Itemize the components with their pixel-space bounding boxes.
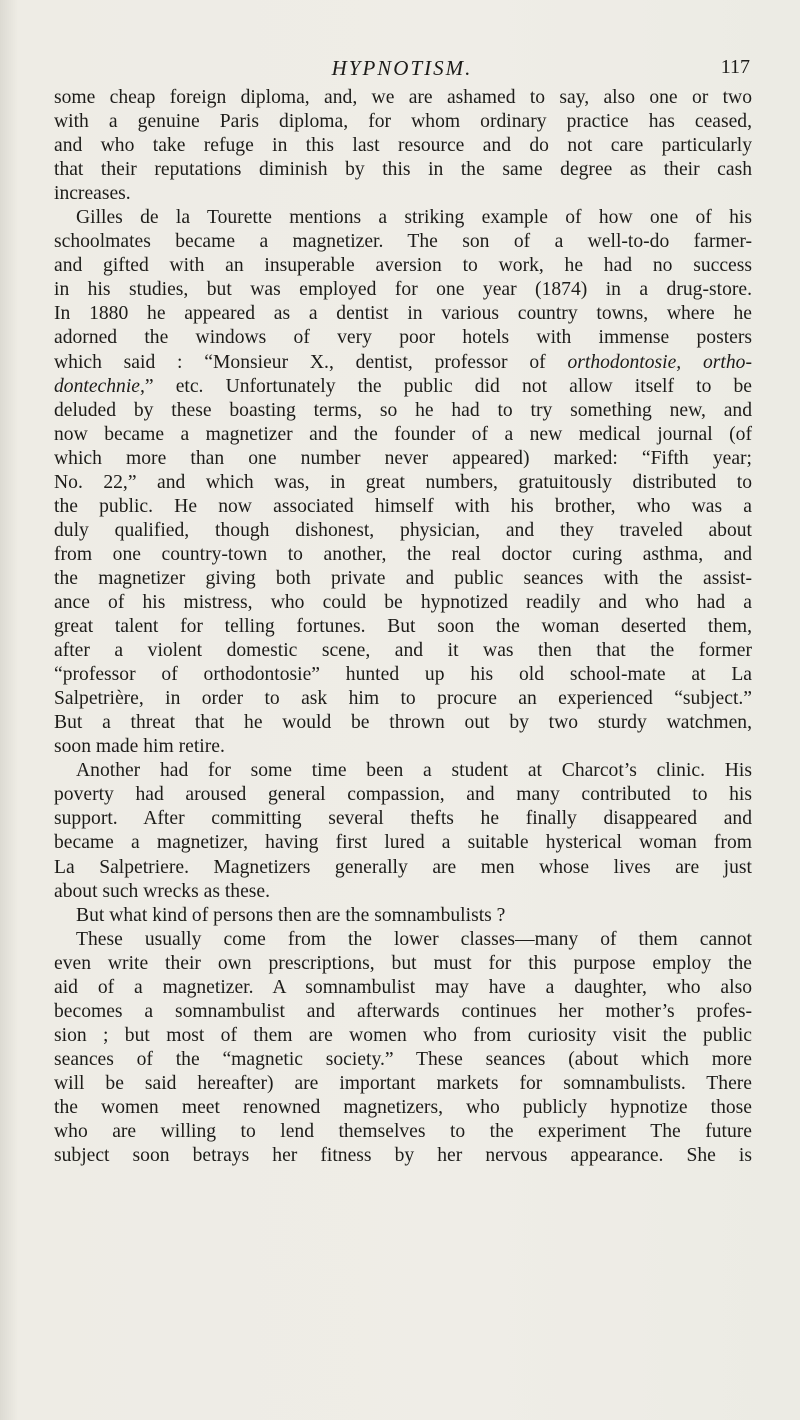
text-line: “professor of orthodontosie” hunted up his old school-mate at La [54,664,752,686]
text-line: aid of a magnetizer. A somnambulist may have a daughter, who also [54,976,752,998]
page-number: 117 [720,56,750,78]
text-line: poverty had aroused general compassion, and many contributed to his [54,784,752,806]
text-line: about such wrecks as these. [54,880,271,902]
text-line: the women meet renowned magnetizers, who publicly hypnotize those [54,1096,752,1118]
text-line: and gifted with an insuperable aversion to work, he had no success [54,255,752,277]
text-line: ance of his mistress, who could be hypnotized readily and who had a [54,591,752,613]
text-line: deluded by these boasting terms, so he had to try something new, and [54,399,752,421]
text-line: which said : “Monsieur X., dentist, professor of orthodontosie, ortho- [54,351,752,373]
text-line: In 1880 he appeared as a dentist in various country towns, where he [54,303,752,325]
running-head [54,56,750,86]
paragraph [54,206,752,759]
running-title: HYPNOTISM. [331,56,473,80]
text-line: from one country-town to another, the real doctor curing asthma, and [54,543,752,565]
text-line: now became a magnetizer and the founder of a new medical journal (of [54,423,752,445]
text-line: who are willing to lend themselves to the experiment The future [54,1121,752,1143]
text-line: schoolmates became a magnetizer. The son of a well-to-do farmer- [54,231,752,253]
text-line: duly qualified, though dishonest, physician, and they traveled about [54,519,752,541]
text-line: becomes a somnambulist and afterwards continues her mother’s profes- [54,1000,752,1022]
text-line: Another had for some time been a student at Charcot’s clinic. His [76,760,752,782]
text-line: increases. [54,183,131,205]
text-line: will be said hereafter) are important markets for somnambulists. There [54,1072,752,1094]
text-line: with a genuine Paris diploma, for whom ordinary practice has ceased, [54,111,752,133]
text-line: in his studies, but was employed for one year (1874) in a drug-store. [54,279,752,301]
text-line: great talent for telling fortunes. But soon the woman deserted them, [54,616,752,638]
text-line: No. 22,” and which was, in great numbers, gratuitously distributed to [54,471,752,493]
text-line: support. After committing several thefts he finally disappeared and [54,808,752,830]
text-line: But a threat that he would be thrown out by two sturdy watchmen, [54,712,752,734]
text-line: which more than one number never appeared) marked: “Fifth year; [54,447,752,469]
text-line: These usually come from the lower classes—many of them cannot [76,928,752,950]
text-line: some cheap foreign diploma, and, we are ashamed to say, also one or two [54,87,752,108]
text-line: But what kind of persons then are the somnambulists ? [76,904,506,926]
text-line: dontechnie,” etc. Unfortunately the public did not allow itself to be [54,375,752,397]
text-line: Salpetrière, in order to ask him to procure an experienced “subject.” [54,688,752,710]
text-line: even write their own prescriptions, but must for this purpose employ the [54,952,752,974]
text-line: Gilles de la Tourette mentions a striking example of how one of his [76,207,752,229]
text-line: and who take refuge in this last resource and do not care particularly [54,135,752,157]
text-line: the magnetizer giving both private and public seances with the assist- [54,567,752,589]
text-line: sion ; but most of them are women who from curiosity visit the public [54,1024,752,1046]
text-line: seances of the “magnetic society.” These seances (about which more [54,1048,752,1070]
paragraph [54,759,752,903]
text-line: after a violent domestic scene, and it was then that the former [54,640,752,662]
paragraph [54,86,752,206]
text-line: became a magnetizer, having first lured a suitable hysterical woman from [54,832,752,854]
text-line: the public. He now associated himself with his brother, who was a [54,495,752,517]
text-line: adorned the windows of very poor hotels with immense posters [54,327,752,349]
body-text [54,86,752,1168]
text-line: La Salpetriere. Magnetizers generally are men whose lives are just [54,856,752,878]
paragraph [54,928,752,1168]
text-line: subject soon betrays her fitness by her nervous appearance. She is [54,1145,752,1167]
paragraph [54,904,752,928]
text-line: that their reputations diminish by this in the same degree as their cash [54,159,752,181]
text-line: soon made him retire. [54,736,225,758]
